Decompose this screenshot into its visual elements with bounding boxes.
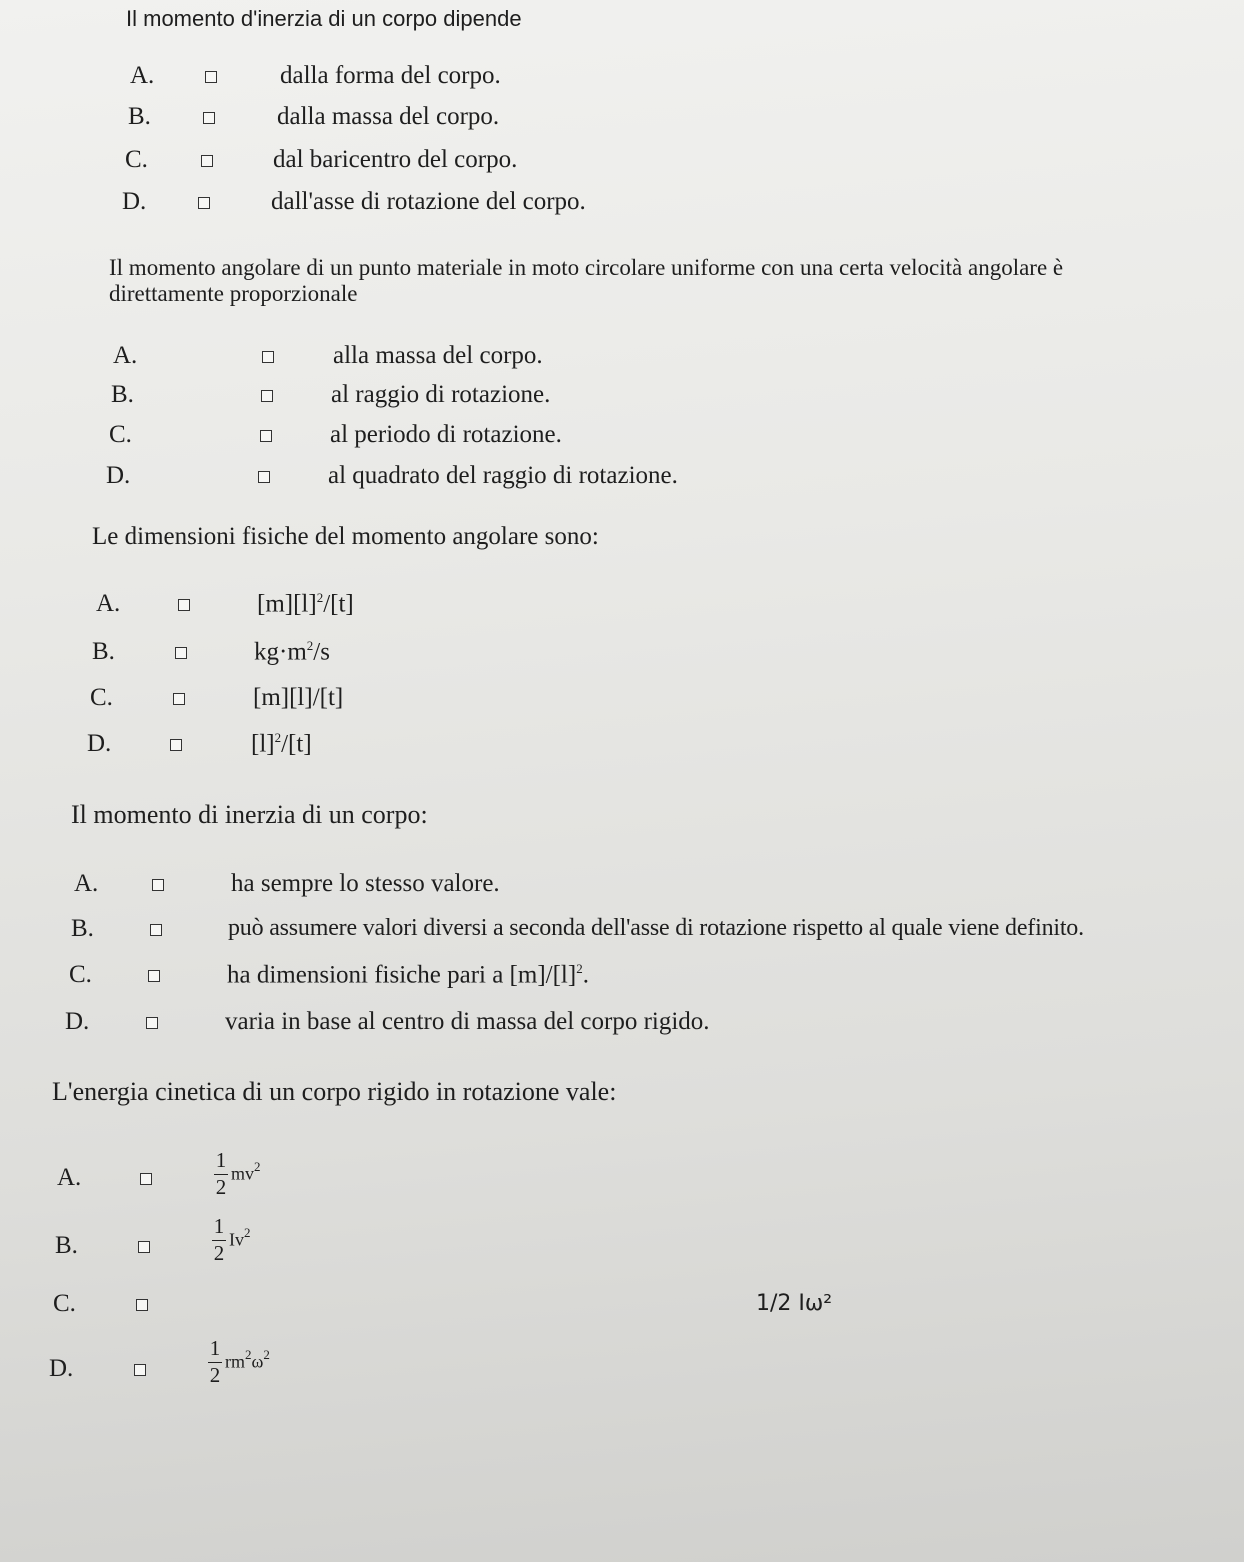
option-letter: D. [49, 1355, 74, 1382]
option-letter: C. [90, 684, 113, 711]
option-formula: $[m][l]^2/[t]$ [257, 590, 354, 618]
option-text: può assumere valori diversi a seconda dell'asse di rotazione rispetto al quale viene definito. [228, 915, 1084, 941]
checkbox-icon[interactable] [138, 1241, 150, 1253]
checkbox-icon[interactable] [260, 430, 272, 442]
question-2-text [109, 255, 1063, 308]
option-letter: B. [111, 381, 134, 408]
option-text: alla massa del corpo. [333, 342, 543, 369]
checkbox-icon[interactable] [175, 647, 187, 659]
option-letter: B. [92, 638, 115, 665]
checkbox-icon[interactable] [148, 970, 160, 982]
checkbox-icon[interactable] [140, 1173, 152, 1185]
checkbox-icon[interactable] [258, 471, 270, 483]
checkbox-icon[interactable] [173, 693, 185, 705]
checkbox-icon[interactable] [136, 1299, 148, 1311]
option-letter: A. [96, 590, 121, 617]
checkbox-icon[interactable] [203, 112, 215, 124]
option-letter: B. [55, 1232, 78, 1259]
option-letter: C. [125, 146, 148, 173]
checkbox-icon[interactable] [261, 390, 273, 402]
option-letter: A. [130, 62, 155, 89]
option-letter: D. [106, 462, 131, 489]
checkbox-icon[interactable] [205, 71, 217, 83]
option-formula: $kg\cdot m^2/s$ [254, 638, 330, 666]
option-text: dall'asse di rotazione del corpo. [271, 188, 586, 215]
question-4-text: Il momento di inerzia di un corpo: [71, 800, 428, 829]
option-letter: A. [113, 342, 138, 369]
option-letter: B. [128, 103, 151, 130]
checkbox-icon[interactable] [201, 155, 213, 167]
option-text: al raggio di rotazione. [331, 381, 551, 408]
option-text: dal baricentro del corpo. [273, 146, 518, 173]
option-text: ha sempre lo stesso valore. [231, 870, 500, 897]
checkbox-icon[interactable] [178, 599, 190, 611]
checkbox-icon[interactable] [170, 739, 182, 751]
q5-formula-d: $\frac{1}{2}$ $rm^2\omega^2$ [209, 1336, 270, 1387]
option-text: ha dimensioni fisiche pari a $[m]/[l]^2$. [227, 961, 589, 989]
q5-formula-a: $\frac{1}{2}$ $mv^2$ [215, 1148, 261, 1199]
option-letter: C. [109, 421, 132, 448]
checkbox-icon[interactable] [152, 879, 164, 891]
option-text: al periodo di rotazione. [330, 421, 562, 448]
option-letter: D. [87, 730, 112, 757]
checkbox-icon[interactable] [150, 924, 162, 936]
q5-formula-b: $\frac{1}{2}$ Iv$^2$ [213, 1214, 251, 1265]
question-5-text: L'energia cinetica di un corpo rigido in rotazione vale: [52, 1077, 617, 1106]
checkbox-icon[interactable] [198, 197, 210, 209]
q5-answer-c: 1/2 Iω² [756, 1291, 833, 1316]
option-text: dalla massa del corpo. [277, 103, 500, 130]
question-2-line-2: direttamente proporzionale [109, 281, 358, 307]
option-text: dalla forma del corpo. [280, 62, 501, 89]
option-formula: [m][l]/[t] [253, 684, 344, 711]
option-letter: D. [122, 188, 147, 215]
checkbox-icon[interactable] [134, 1364, 146, 1376]
option-text: al quadrato del raggio di rotazione. [328, 462, 678, 489]
option-letter: D. [65, 1008, 90, 1035]
question-3-text: Le dimensioni fisiche del momento angolare sono: [92, 523, 599, 550]
option-formula: $[l]^2/[t]$ [251, 730, 312, 758]
option-letter: A. [57, 1164, 82, 1191]
question-2-line-1: Il momento angolare di un punto materiale in moto circolare uniforme con una certa velocità angolare è [109, 255, 1064, 280]
option-letter: B. [71, 915, 94, 942]
checkbox-icon[interactable] [146, 1017, 158, 1029]
option-text: varia in base al centro di massa del corpo rigido. [225, 1008, 710, 1035]
option-letter: A. [74, 870, 99, 897]
checkbox-icon[interactable] [262, 351, 274, 363]
option-letter: C. [53, 1290, 76, 1317]
option-letter: C. [69, 961, 92, 988]
question-1-text: Il momento d'inerzia di un corpo dipende [126, 6, 522, 31]
